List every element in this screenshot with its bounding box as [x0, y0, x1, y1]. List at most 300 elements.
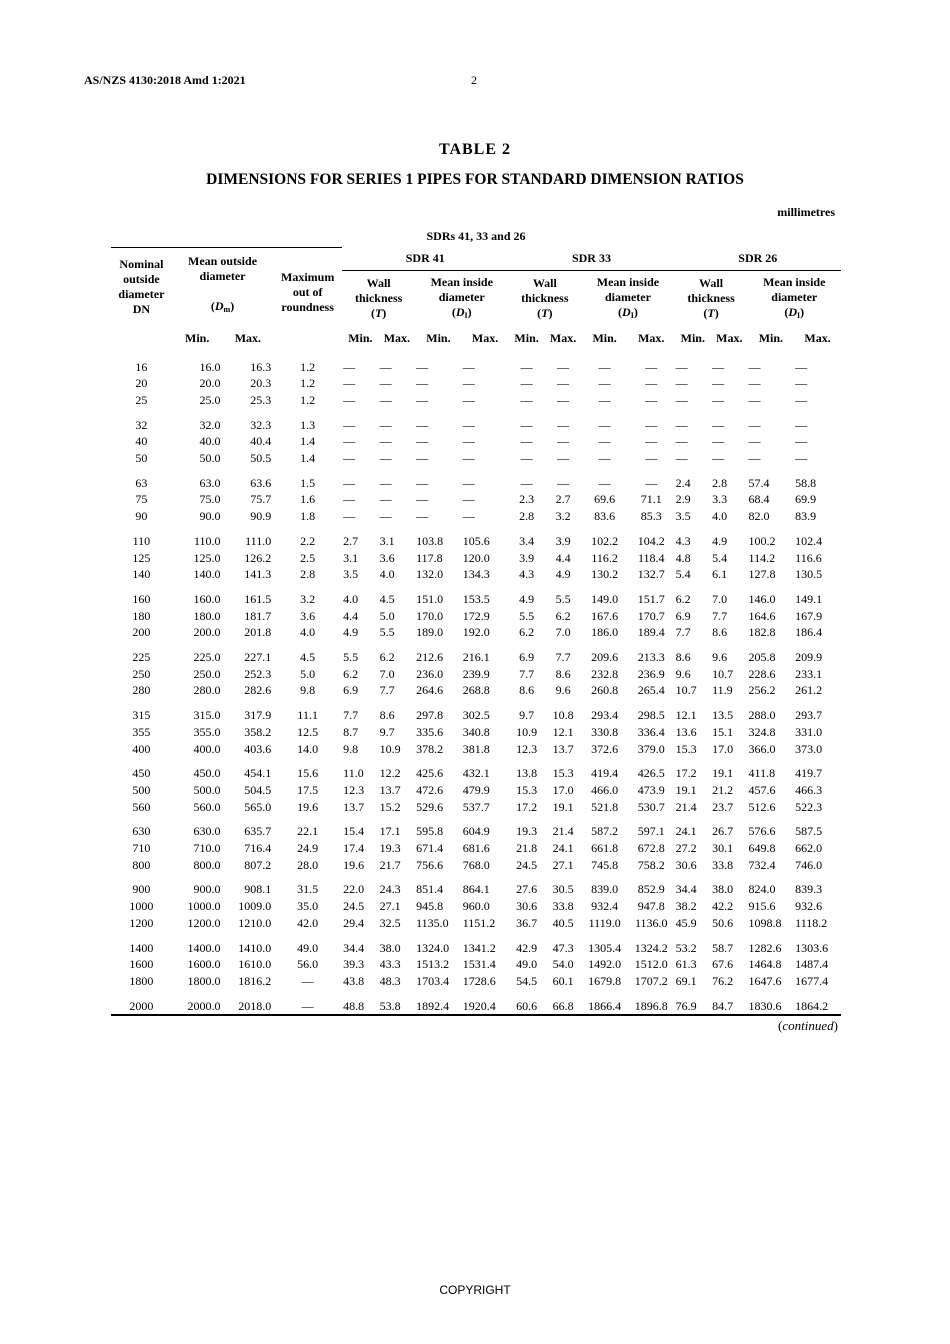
value-cell: — [645, 359, 658, 374]
mean-od-header: Mean outside diameter $(D_m)$ [172, 248, 273, 327]
value-cell: 82.0 [748, 509, 770, 524]
value-cell: 13.8 [516, 766, 538, 781]
value-cell: 1531.4 [462, 957, 496, 972]
spacer-cell [172, 990, 223, 998]
dn-cell: 140 [132, 567, 151, 582]
value-cell: — [273, 998, 342, 1016]
spacer-cell [172, 583, 223, 591]
value-cell: 500.0 [193, 782, 221, 797]
sdr41-wall-min-header: Min. [348, 331, 373, 345]
value-cell: 27.2 [675, 841, 697, 856]
value-cell: 236.9 [637, 666, 665, 681]
spacer-cell [675, 641, 711, 649]
value-cell: 19.3 [379, 841, 401, 856]
value-cell: 50.5 [250, 451, 272, 466]
value-cell: 213.3 [637, 650, 665, 665]
value-cell: — [416, 434, 429, 449]
spacer-cell [223, 351, 274, 359]
spacer-cell [342, 525, 378, 533]
value-cell: 1118.2 [795, 915, 828, 930]
spacer-cell [581, 699, 628, 707]
value-cell: — [795, 359, 808, 374]
value-cell: 649.8 [748, 841, 776, 856]
value-cell: 13.7 [552, 741, 574, 756]
spacer-cell [675, 873, 711, 881]
value-cell: — [712, 451, 725, 466]
value-cell: 57.4 [748, 475, 770, 490]
value-cell: 864.1 [462, 882, 490, 897]
value-cell: 40.0 [199, 434, 221, 449]
value-cell: 63.0 [199, 475, 221, 490]
spacer-cell [379, 583, 415, 591]
value-cell: 28.0 [297, 857, 319, 872]
value-cell: 4.4 [343, 608, 359, 623]
value-cell: 1492.0 [588, 957, 622, 972]
value-cell: 8.6 [519, 683, 535, 698]
value-cell: 661.8 [591, 841, 619, 856]
value-cell: 167.6 [591, 608, 619, 623]
value-cell: 6.2 [555, 608, 571, 623]
spacer-cell [794, 641, 841, 649]
sdr26-id-header: Mean inside diameter $(D_I)$ [748, 270, 841, 327]
value-cell: 1679.8 [588, 974, 622, 988]
value-cell: 19.6 [297, 799, 319, 814]
spacer-cell [794, 932, 841, 940]
value-cell: 53.2 [675, 940, 697, 955]
value-cell: 1513.2 [416, 957, 450, 972]
value-cell: 3.9 [519, 550, 535, 565]
value-cell: 22.1 [297, 824, 319, 839]
spacer-cell [415, 583, 462, 591]
value-cell: 49.0 [297, 940, 319, 955]
value-cell: 576.6 [748, 824, 776, 839]
value-cell: 149.1 [795, 591, 823, 606]
spacer-cell [379, 699, 415, 707]
value-cell: 3.4 [519, 533, 535, 548]
sdr41-header: SDR 41 [405, 251, 445, 265]
value-cell: 6.9 [675, 608, 691, 623]
table-row [111, 392, 841, 409]
value-cell: 372.6 [591, 741, 619, 756]
spacer-cell [628, 932, 675, 940]
value-cell: 32.5 [379, 915, 401, 930]
spacer-cell [415, 932, 462, 940]
value-cell: 90.9 [250, 509, 272, 524]
value-cell: 27.6 [516, 882, 538, 897]
value-cell: — [462, 359, 475, 374]
value-cell: 42.9 [516, 940, 538, 955]
value-cell: 5.4 [675, 567, 691, 582]
spacer-cell [794, 467, 841, 475]
value-cell: 472.6 [416, 782, 444, 797]
value-cell: 635.7 [244, 824, 272, 839]
spacer-cell [711, 757, 747, 765]
value-cell: 1896.8 [628, 998, 675, 1016]
value-cell: 587.5 [795, 824, 823, 839]
value-cell: 732.4 [748, 857, 776, 872]
spacer-cell [223, 641, 274, 649]
value-cell: 824.0 [748, 882, 776, 897]
dn-cell: 315 [132, 708, 151, 723]
value-cell: 1303.6 [795, 940, 829, 955]
spacer-cell [415, 699, 462, 707]
value-cell: — [598, 475, 611, 490]
value-cell: — [795, 451, 808, 466]
value-cell: 3.6 [379, 550, 395, 565]
value-cell: 851.4 [416, 882, 444, 897]
value-cell: 1.5 [300, 475, 316, 490]
dn-cell: 63 [135, 475, 148, 490]
value-cell: 5.4 [712, 550, 728, 565]
spacer-cell [111, 409, 172, 417]
value-cell: 17.1 [379, 824, 401, 839]
spacer-cell [172, 932, 223, 940]
value-cell: 4.9 [343, 625, 359, 640]
value-cell: — [379, 475, 392, 490]
spacer-cell [462, 467, 509, 475]
dn-cell: 1200 [129, 915, 154, 930]
spacer-cell [545, 815, 581, 823]
value-cell: 537.7 [462, 799, 490, 814]
value-cell: 681.6 [462, 841, 490, 856]
spacer-cell [223, 990, 274, 998]
spacer-cell [675, 409, 711, 417]
value-cell: 256.2 [748, 683, 776, 698]
spacer-cell [545, 583, 581, 591]
value-cell: 1920.4 [462, 998, 509, 1016]
value-cell: 90.0 [199, 509, 221, 524]
value-cell: 672.8 [637, 841, 665, 856]
spacer-cell [545, 351, 581, 359]
sdr41-id-header: Mean inside diameter $(D_I)$ [415, 270, 508, 327]
value-cell: 100.2 [748, 533, 776, 548]
value-cell: — [416, 359, 429, 374]
group-header: SDRs 41, 33 and 26 [426, 228, 526, 243]
value-cell: 227.1 [244, 650, 272, 665]
value-cell: 5.5 [555, 591, 571, 606]
value-cell: — [520, 475, 533, 490]
value-cell: 132.7 [637, 567, 665, 582]
dn-cell: 630 [132, 824, 151, 839]
value-cell: 8.6 [675, 650, 691, 665]
value-cell: 16.0 [199, 359, 221, 374]
value-cell: 560.0 [193, 799, 221, 814]
value-cell: 3.5 [675, 509, 691, 524]
spacer-cell [462, 990, 509, 998]
sdr26-id-max-header: Max. [804, 331, 831, 345]
value-cell: 12.1 [552, 724, 574, 739]
value-cell: 419.4 [591, 766, 619, 781]
value-cell: 1830.6 [748, 998, 795, 1016]
value-cell: — [462, 475, 475, 490]
value-cell: 3.5 [343, 567, 359, 582]
table-row [111, 998, 841, 1016]
sdr33-header: SDR 33 [571, 251, 611, 265]
table-row [111, 840, 841, 857]
spacer-cell [415, 757, 462, 765]
value-cell: 1647.6 [748, 974, 782, 988]
dn-cell: 110 [132, 533, 151, 548]
table-row [111, 741, 841, 758]
value-cell: 268.8 [462, 683, 490, 698]
value-cell: 6.9 [519, 650, 535, 665]
dn-cell: 450 [132, 766, 151, 781]
value-cell: 1.2 [300, 392, 316, 407]
spacer-cell [581, 409, 628, 417]
spacer-cell [462, 873, 509, 881]
value-cell: 40.4 [250, 434, 272, 449]
spacer-cell [342, 815, 378, 823]
table-row [111, 666, 841, 683]
spacer-cell [111, 467, 172, 475]
spacer-cell [111, 525, 172, 533]
value-cell: — [675, 417, 688, 432]
value-cell: 30.6 [516, 899, 538, 914]
value-cell: 1136.0 [634, 915, 668, 930]
value-cell: — [379, 359, 392, 374]
table-row [111, 915, 841, 932]
spacer-cell [675, 757, 711, 765]
value-cell: 2.3 [519, 492, 535, 507]
value-cell: 3.9 [555, 533, 571, 548]
value-cell: 11.1 [297, 708, 318, 723]
value-cell: — [379, 417, 392, 432]
value-cell: 630.0 [193, 824, 221, 839]
value-cell: 21.4 [552, 824, 574, 839]
value-cell: 118.4 [637, 550, 665, 565]
spacer-cell [711, 467, 747, 475]
dn-cell: 32 [135, 417, 148, 432]
value-cell: 10.9 [516, 724, 538, 739]
value-cell: 932.6 [795, 899, 823, 914]
value-cell: 182.8 [748, 625, 776, 640]
dimensions-table [111, 225, 841, 1016]
value-cell: 32.0 [199, 417, 221, 432]
value-cell: 745.8 [591, 857, 619, 872]
spacer-cell [415, 873, 462, 881]
spacer-cell [273, 932, 342, 940]
value-cell: 76.2 [712, 974, 734, 988]
spacer-cell [462, 815, 509, 823]
value-cell: 426.5 [637, 766, 665, 781]
spacer-cell [508, 467, 544, 475]
value-cell: 17.4 [343, 841, 365, 856]
value-cell: 595.8 [416, 824, 444, 839]
value-cell: 15.2 [379, 799, 401, 814]
value-cell: 67.6 [712, 957, 734, 972]
value-cell: 1135.0 [416, 915, 449, 930]
value-cell: 54.0 [552, 957, 574, 972]
spacer-cell [581, 932, 628, 940]
value-cell: 9.6 [712, 650, 728, 665]
spacer-cell [172, 873, 223, 881]
value-cell: — [416, 417, 429, 432]
sdr33-id-max-header: Max. [638, 331, 665, 345]
spacer-cell [273, 873, 342, 881]
value-cell: 15.3 [675, 741, 697, 756]
value-cell: 7.0 [379, 666, 395, 681]
value-cell: 17.0 [712, 741, 734, 756]
spacer-cell [711, 641, 747, 649]
table-row [111, 765, 841, 782]
value-cell: — [748, 434, 761, 449]
table-row [111, 973, 841, 990]
spacer-cell [172, 815, 223, 823]
value-cell: 24.1 [552, 841, 574, 856]
spacer-cell [342, 932, 378, 940]
value-cell: 60.6 [508, 998, 544, 1016]
spacer-cell [508, 932, 544, 940]
value-cell: 587.2 [591, 824, 619, 839]
value-cell: 15.4 [343, 824, 365, 839]
max-oor-header: Maximum out of roundness [273, 248, 342, 327]
value-cell: 69.6 [594, 492, 616, 507]
value-cell: 4.8 [675, 550, 691, 565]
value-cell: 4.4 [555, 550, 571, 565]
spacer-cell [415, 815, 462, 823]
spacer-cell [508, 641, 544, 649]
spacer-cell [111, 815, 172, 823]
table-row [111, 533, 841, 550]
value-cell: 172.9 [462, 608, 490, 623]
value-cell: 151.0 [416, 591, 444, 606]
value-cell: 7.7 [555, 650, 571, 665]
spacer-cell [172, 467, 223, 475]
value-cell: 4.3 [675, 533, 691, 548]
spacer-cell [794, 815, 841, 823]
value-cell: — [598, 434, 611, 449]
value-cell: 466.0 [591, 782, 619, 797]
value-cell: 3.2 [555, 509, 571, 524]
value-cell: 102.2 [591, 533, 619, 548]
value-cell: 2000.0 [172, 998, 223, 1016]
spacer-cell [748, 815, 795, 823]
value-cell: 50.0 [199, 451, 221, 466]
value-cell: 852.9 [637, 882, 665, 897]
value-cell: — [301, 974, 314, 988]
value-cell: 265.4 [637, 683, 665, 698]
spacer-cell [415, 641, 462, 649]
dn-cell: 16 [135, 359, 148, 374]
group-spacer [111, 873, 841, 881]
value-cell: 39.3 [343, 957, 365, 972]
value-cell: 6.2 [519, 625, 535, 640]
value-cell: 6.2 [675, 591, 691, 606]
spacer-cell [545, 757, 581, 765]
table-row [111, 359, 841, 376]
value-cell: — [343, 492, 356, 507]
spacer-cell [748, 699, 795, 707]
table-row [111, 608, 841, 625]
spacer-cell [748, 583, 795, 591]
spacer-cell [628, 757, 675, 765]
spacer-cell [379, 757, 415, 765]
value-cell: 13.7 [379, 782, 401, 797]
value-cell: 355.0 [193, 724, 221, 739]
value-cell: — [520, 359, 533, 374]
value-cell: 34.4 [675, 882, 697, 897]
spacer-cell [675, 525, 711, 533]
value-cell: 1512.0 [634, 957, 668, 972]
value-cell: 945.8 [416, 899, 444, 914]
value-cell: 250.0 [193, 666, 221, 681]
value-cell: 43.3 [379, 957, 401, 972]
value-cell: 21.8 [516, 841, 538, 856]
value-cell: 403.6 [244, 741, 272, 756]
value-cell: — [748, 376, 761, 391]
sdr33-id-header: Mean inside diameter $(D_I)$ [581, 270, 674, 327]
value-cell: 83.9 [795, 509, 817, 524]
od-max-header: Max. [234, 331, 262, 345]
value-cell: 716.4 [244, 841, 272, 856]
spacer-cell [711, 990, 747, 998]
value-cell: 260.8 [591, 683, 619, 698]
value-cell: — [379, 492, 392, 507]
value-cell: — [712, 376, 725, 391]
spacer-cell [794, 873, 841, 881]
value-cell: 280.0 [193, 683, 221, 698]
spacer-cell [711, 525, 747, 533]
dn-cell: 560 [132, 799, 151, 814]
value-cell: — [795, 376, 808, 391]
value-cell: — [645, 475, 658, 490]
group-spacer [111, 990, 841, 998]
group-spacer [111, 932, 841, 940]
value-cell: 25.3 [250, 392, 272, 407]
spacer-cell [581, 757, 628, 765]
dn-cell: 160 [132, 591, 151, 606]
table-row [111, 898, 841, 915]
value-cell: 22.0 [343, 882, 365, 897]
value-cell: 1324.0 [416, 940, 450, 955]
spacer-cell [794, 990, 841, 998]
value-cell: — [557, 392, 570, 407]
value-cell: 130.2 [591, 567, 619, 582]
spacer-cell [415, 990, 462, 998]
value-cell: 21.4 [675, 799, 697, 814]
spacer-cell [711, 699, 747, 707]
spacer-cell [628, 699, 675, 707]
value-cell: 60.1 [552, 974, 574, 988]
value-cell: 530.7 [637, 799, 665, 814]
value-cell: 29.4 [343, 915, 365, 930]
value-cell: 1892.4 [415, 998, 462, 1016]
sdr41-id-min-header: Min. [426, 331, 451, 345]
value-cell: 5.5 [519, 608, 535, 623]
spacer-cell [711, 873, 747, 881]
value-cell: 504.5 [244, 782, 272, 797]
value-cell: 293.4 [591, 708, 619, 723]
value-cell: 125.0 [193, 550, 221, 565]
value-cell: 908.1 [244, 882, 272, 897]
spacer-cell [675, 583, 711, 591]
value-cell: 2.4 [675, 475, 691, 490]
value-cell: 141.3 [244, 567, 272, 582]
dn-cell: 1800 [129, 974, 154, 988]
table-row [111, 799, 841, 816]
table-row [111, 649, 841, 666]
spacer-cell [111, 932, 172, 940]
value-cell: — [343, 434, 356, 449]
spacer-cell [508, 873, 544, 881]
value-cell: 839.3 [795, 882, 823, 897]
spacer-cell [748, 932, 795, 940]
value-cell: 69.1 [675, 974, 697, 988]
value-cell: 26.7 [712, 824, 734, 839]
spacer-cell [415, 351, 462, 359]
table-row [111, 940, 841, 957]
spacer-cell [545, 409, 581, 417]
